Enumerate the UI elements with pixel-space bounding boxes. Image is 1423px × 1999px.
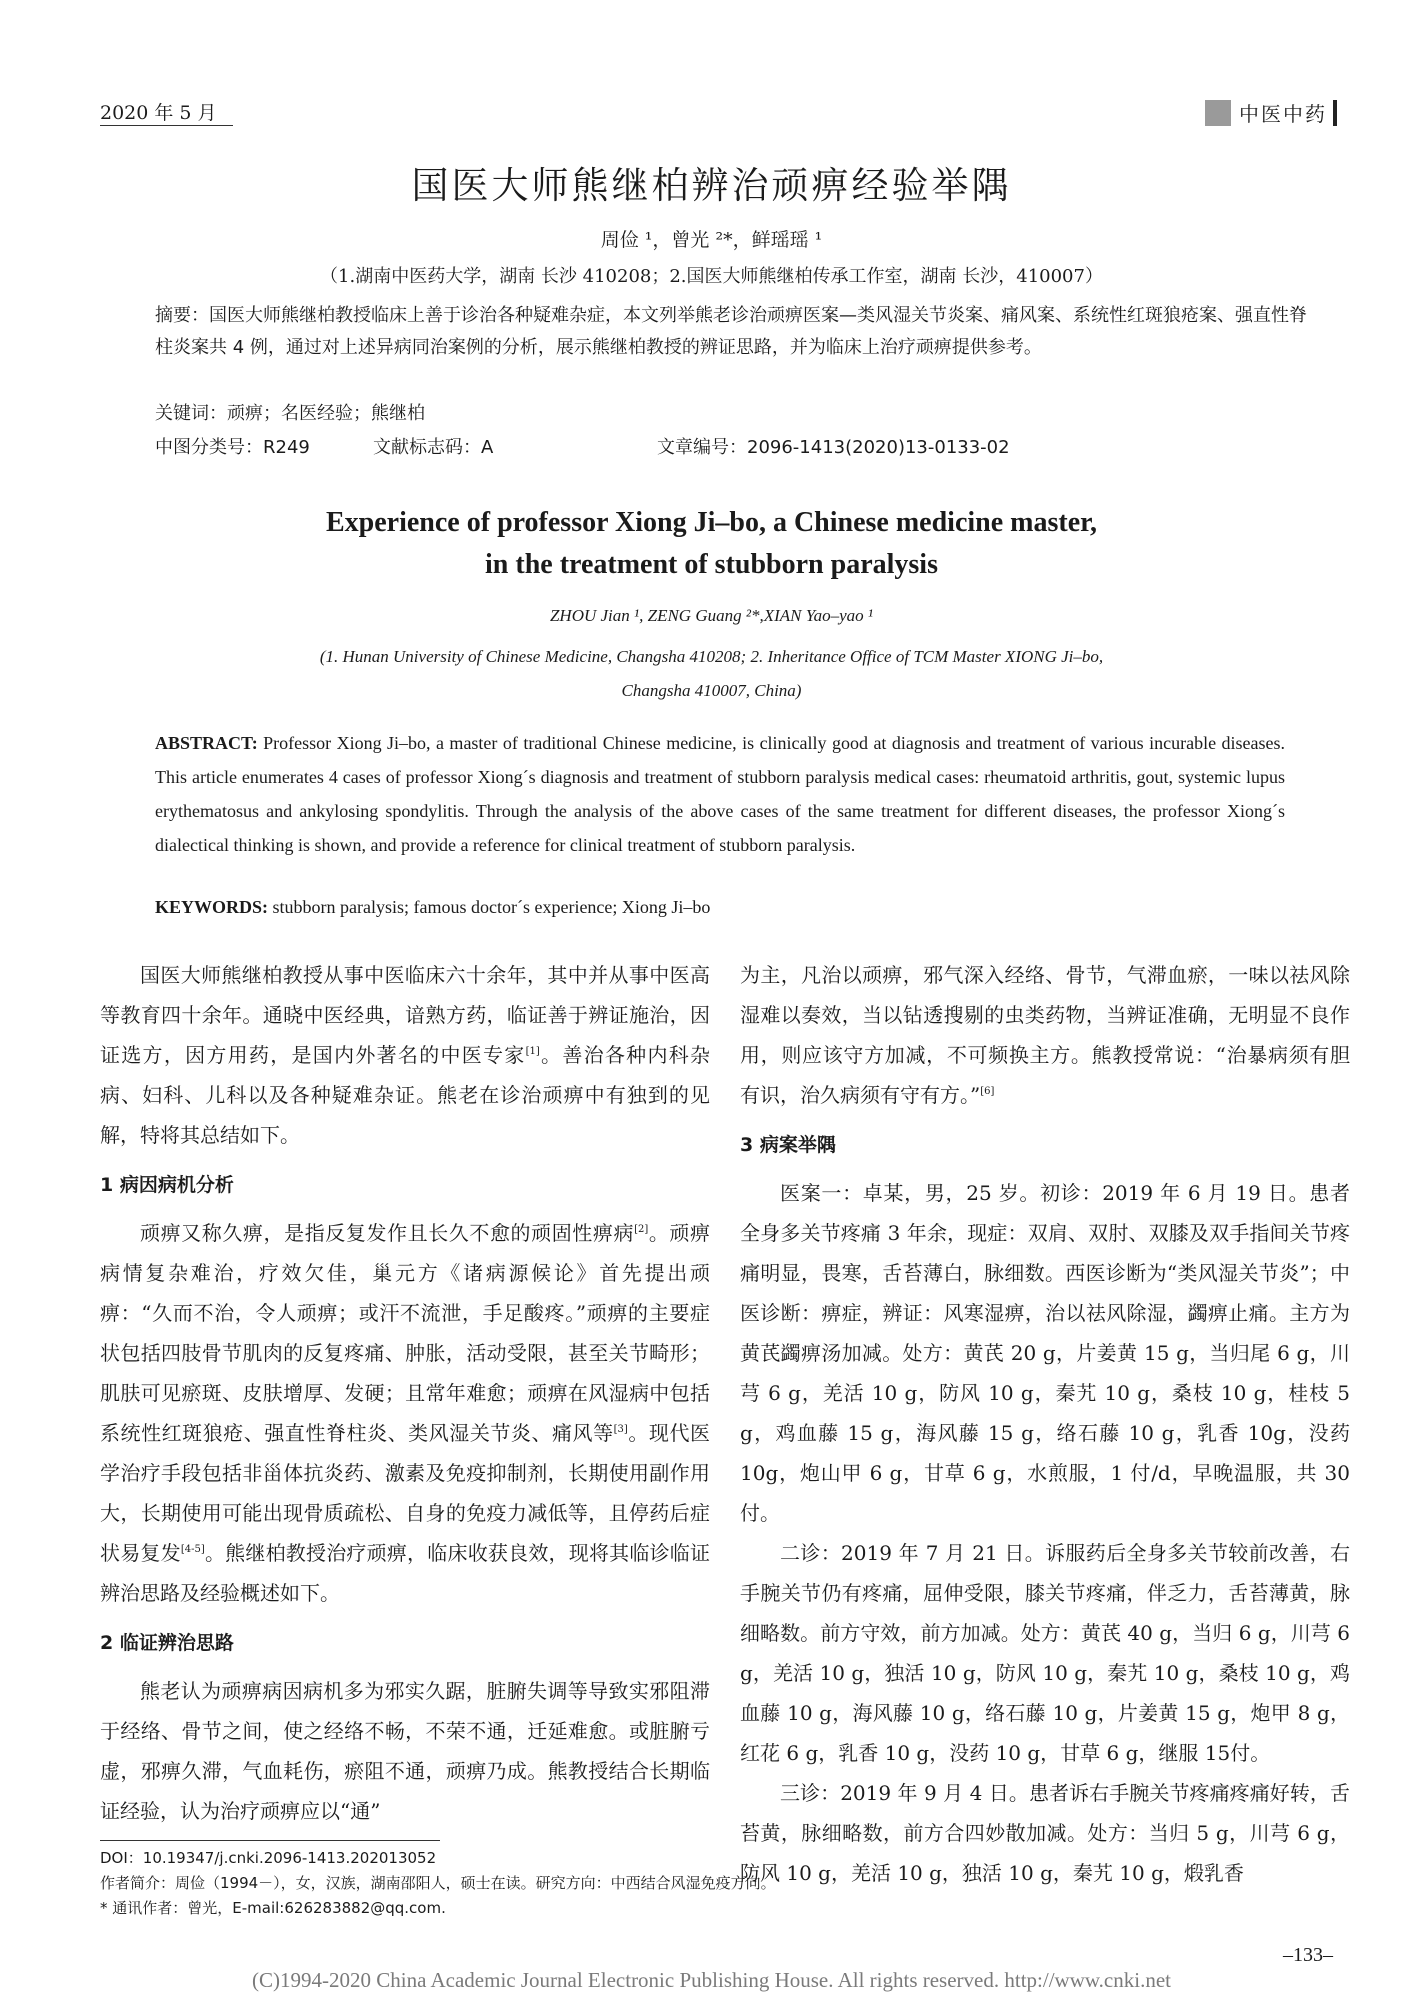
abstract-text: Professor Xiong Ji–bo, a master of traditional Chinese medicine, is clinically good at diagnosis and treatment of various incurable diseases. This article enumerates 4 cases of professor Xiong´s diagnosis and treatment of stubborn paralysis medical cases: rheumatoid arthritis, gout, systemic lupus erythematosus and ankylosing spondylitis. Through the analysis of the above cases of the same treatment for different diseases, the professor Xiong´s dialectical thinking is shown, and provide a reference for clinical treatment of stubborn paralysis. (155, 733, 1285, 855)
chinese-keywords: 关键词：顽痹；名医经验；熊继柏 (155, 403, 425, 424)
english-abstract (155, 726, 1285, 862)
citation: [6] (980, 1086, 995, 1097)
footnotes (100, 1846, 776, 1921)
keywords-text: stubborn paralysis; famous doctor´s experience; Xiong Ji–bo (272, 897, 711, 917)
citation: [3] (613, 1424, 628, 1435)
corresponding-author-line: * 通讯作者：曾光，E-mail:626283882@qq.com. (100, 1899, 446, 1917)
section-paragraph: 熊老认为顽痹病因病机多为邪实久踞，脏腑失调等导致实邪阻滞于经络、骨节之间，使之经络不畅，不荣不通，迁延难愈。或脏腑亏虚，邪痹久滞，气血耗伤，瘀阻不通，顽痹乃成。熊教授结合长期临证经验，认为治疗顽痹应以“通” (100, 1679, 710, 1823)
paragraph-text: 。顽痹病情复杂难治，疗效欠佳，巢元方《诸病源候论》首先提出顽痹：“久而不治，令人顽痹；或汗不流泄，手足酸疼。”顽痹的主要症状包括四肢骨节肌肉的反复疼痛、肿胀，活动受限，甚至关节畸形；肌肤可见瘀斑、皮肤增厚、发硬；且常年难愈；顽痹在风湿病中包括系统性红斑狼疮、强直性脊柱炎、类风湿关节炎、痛风等 (100, 1221, 711, 1445)
paragraph-text: 顽痹又称久痹，是指反复发作且长久不愈的顽固性痹病 (140, 1221, 635, 1245)
document-code: 文献标志码：A (373, 437, 494, 458)
citation: [2] (634, 1224, 649, 1235)
journal-section-label: 中医中药 (1239, 102, 1327, 126)
paragraph-text: 。熊继柏教授治疗顽痹，临床收获良效，现将其临诊临证辨治思路及经验概述如下。 (100, 1541, 711, 1605)
section-marker-icon (1205, 100, 1231, 126)
case-paragraph: 三诊：2019 年 9 月 4 日。患者诉右手腕关节疼痛疼痛好转，舌苔黄，脉细略数，前方合四妙散加减。处方：当归 5 g，川芎 6 g，防风 10 g，羌活 10 g，独活 10 g，秦艽 10 g，煅乳香 (740, 1781, 1350, 1885)
journal-section-tag (1205, 98, 1337, 127)
author-bio-line: 作者简介：周俭（1994－），女，汉族，湖南邵阳人，硕士在读。研究方向：中西结合风湿免疫方向。 (100, 1874, 776, 1892)
section-heading: 3 病案举隅 (740, 1134, 836, 1156)
english-affiliation (0, 640, 1423, 708)
chinese-abstract: 摘要：国医大师熊继柏教授临床上善于诊治各种疑难杂症，本文列举熊老诊治顽痹医案—类风湿关节炎案、痛风案、系统性红斑狼疮案、强直性脊柱炎案共 4 例，通过对上述异病同治案例的分析，展示熊继柏教授的辨证思路，并为临床上治疗顽痹提供参考。 (155, 305, 1307, 358)
abstract-label: ABSTRACT: (155, 733, 258, 753)
intro-paragraph (100, 955, 710, 1155)
section-end-bar-icon (1333, 100, 1337, 126)
chinese-title: 国医大师熊继柏辨治顽痹经验举隅 (411, 164, 1012, 207)
chinese-affiliation: （1.湖南中医药大学，湖南 长沙 410208；2.国医大师熊继柏传承工作室，湖南 长沙，410007） (320, 266, 1103, 287)
english-affiliation-line: (1. Hunan University of Chinese Medicine, Changsha 410208; 2. Inheritance Office of TCM Master XIONG Ji–bo, (319, 647, 1104, 666)
english-title-line: Experience of professor Xiong Ji–bo, a Chinese medicine master, (326, 507, 1097, 538)
section-heading: 1 病因病机分析 (100, 1174, 234, 1196)
clc-number: 中图分类号：R249 (155, 437, 310, 458)
body-left-column (100, 955, 710, 1831)
section-heading: 2 临证辨治思路 (100, 1632, 234, 1654)
case-paragraph: 医案一：卓某，男，25 岁。初诊：2019 年 6 月 19 日。患者全身多关节疼痛 3 年余，现症：双肩、双肘、双膝及双手指间关节疼痛明显，畏寒，舌苔薄白，脉细数。西医诊断为“类风湿关节炎”；中医诊断：痹症，辨证：风寒湿痹，治以祛风除湿，蠲痹止痛。主方为黄芪蠲痹汤加减。处方：黄芪 20 g，片姜黄 15 g，当归尾 6 g，川芎 6 g，羌活 10 g，防风 10 g，秦艽 10 g，桑枝 10 g，桂枝 5 g，鸡血藤 15 g，海风藤 15 g，络石藤 10 g，乳香 10g，没药 10g，炮山甲 6 g，甘草 6 g，水煎服，1 付/d，早晚温服，共 30 付。 (740, 1181, 1350, 1525)
article-number: 文章编号：2096-1413(2020)13-0133-02 (657, 437, 1010, 458)
english-title-line: in the treatment of stubborn paralysis (485, 549, 938, 580)
english-keywords (155, 890, 1285, 924)
english-title (0, 502, 1423, 586)
chinese-authors: 周俭 ¹，曾光 ²*，鲜瑶瑶 ¹ (600, 229, 823, 251)
citation: [1] (525, 1046, 540, 1057)
running-header-date: 2020 年 5 月 (100, 102, 233, 126)
paragraph-text: 。现代医学治疗手段包括非甾体抗炎药、激素及免疫抑制剂，长期使用副作用大，长期使用可能出现骨质疏松、自身的免疫力减低等，且停药后症状易复发 (100, 1421, 711, 1565)
english-affiliation-line: Changsha 410007, China) (621, 681, 802, 700)
intro-text: 。善治各种内科杂病、妇科、儿科以及各种疑难杂证。熊老在诊治顽痹中有独到的见解，特将其总结如下。 (100, 1043, 711, 1147)
english-authors: ZHOU Jian ¹, ZENG Guang ²*,XIAN Yao–yao ¹ (549, 606, 874, 625)
footnote-divider (100, 1840, 440, 1841)
keywords-label: KEYWORDS: (155, 897, 269, 917)
doi-line: DOI：10.19347/j.cnki.2096-1413.202013052 (100, 1849, 437, 1867)
paragraph-text: 为主，凡治以顽痹，邪气深入经络、骨节，气滞血瘀，一味以祛风除湿难以奏效，当以钻透搜剔的虫类药物，当辨证准确，无明显不良作用，则应该守方加减，不可频换主方。熊教授常说：“治暴病须有胆有识，治久病须有守有方。” (740, 963, 1350, 1107)
section-paragraph (100, 1213, 710, 1613)
page-number: –133– (1283, 1944, 1333, 1966)
intro-text: 国医大师熊继柏教授从事中医临床六十余年，其中并从事中医高等教育四十余年。通晓中医经典，谙熟方药，临证善于辨证施治，因证选方，因方用药，是国内外著名的中医专家 (100, 963, 710, 1067)
citation: [4-5] (180, 1544, 205, 1555)
case-paragraph: 二诊：2019 年 7 月 21 日。诉服药后全身多关节较前改善，右手腕关节仍有疼痛，屈伸受限，膝关节疼痛，伴乏力，舌苔薄黄，脉细略数。前方守效，前方加减。处方：黄芪 40 g，当归 6 g，川芎 6 g，羌活 10 g，独活 10 g，防风 10 g，秦艽 10 g，桑枝 10 g，鸡血藤 10 g，海风藤 10 g，络石藤 10 g，片姜黄 15 g，炮甲 8 g，红花 6 g，乳香 10 g，没药 10 g，甘草 6 g，继服 15付。 (740, 1541, 1350, 1765)
body-right-column (740, 955, 1350, 1893)
copyright-watermark: (C)1994-2020 China Academic Journal Electronic Publishing House. All rights reserved. http://www.cnki.net (252, 1968, 1171, 1992)
continued-paragraph (740, 955, 1350, 1115)
